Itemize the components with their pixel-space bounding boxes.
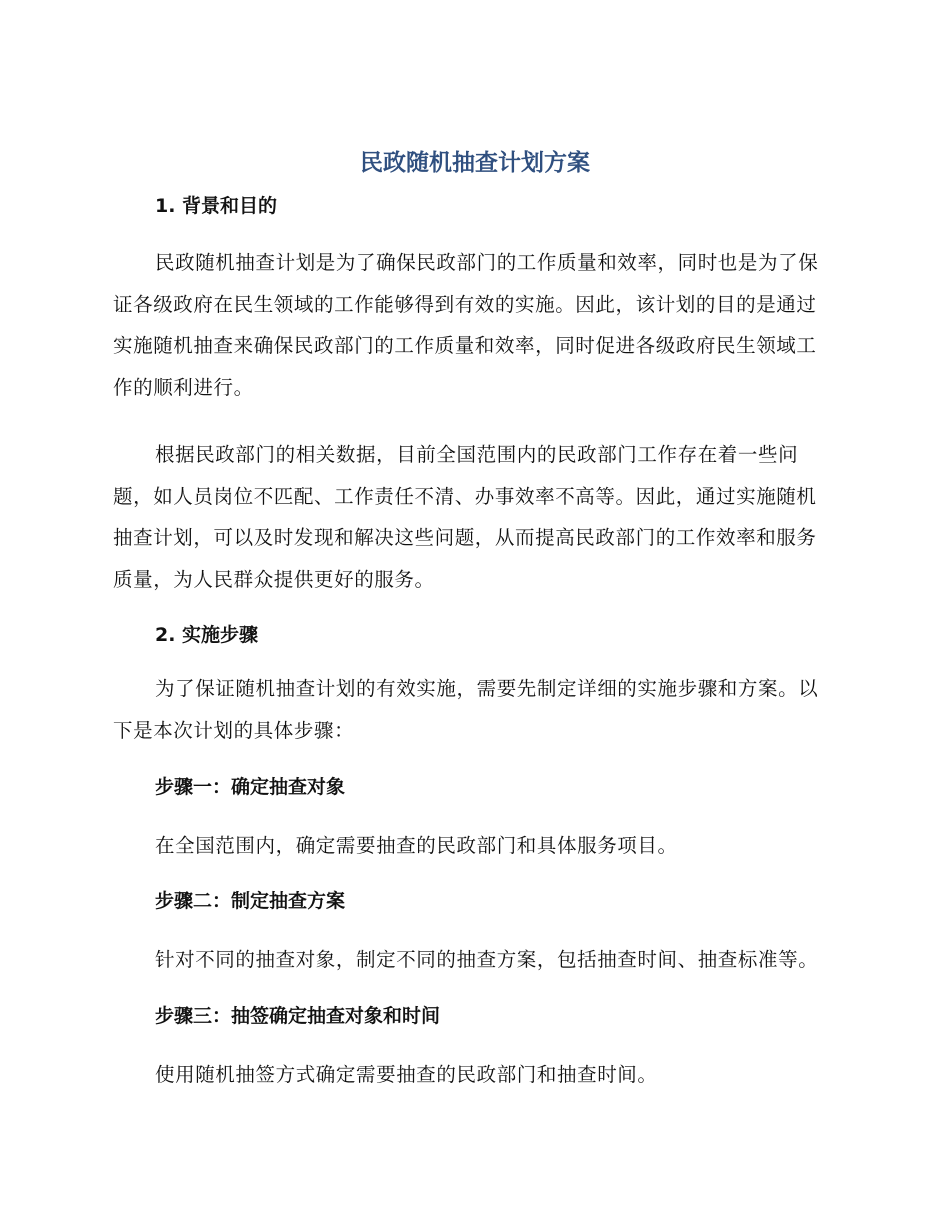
step-paragraph-2: 针对不同的抽查对象，制定不同的抽查方案，包括抽查时间、抽查标准等。 <box>155 947 819 971</box>
section-heading-steps: 2. 实施步骤 <box>155 624 259 646</box>
step-paragraph-3: 使用随机抽签方式确定需要抽查的民政部门和抽查时间。 <box>155 1063 658 1086</box>
document-body <box>113 189 831 1096</box>
paragraph-problems: 根据民政部门的相关数据，目前全国范围内的民政部门工作存在着一些问题，如人员岗位不匹配、工作责任不清、办事效率不高等。因此，通过实施随机抽查计划，可以及时发现和解决这些问题，从而提高民政部门的工作效率和服务质量，为人民群众提供更好的服务。 <box>113 443 817 591</box>
document-title: 民政随机抽查计划方案 <box>360 150 590 176</box>
paragraph-purpose: 民政随机抽查计划是为了确保民政部门的工作质量和效率，同时也是为了保证各级政府在民生领域的工作能够得到有效的实施。因此，该计划的目的是通过实施随机抽查来确保民政部门的工作质量和效率，同时促进各级政府民生领域工作的顺利进行。 <box>113 251 819 399</box>
step-heading-1: 步骤一：确定抽查对象 <box>155 776 346 798</box>
step-heading-3: 步骤三：抽签确定抽查对象和时间 <box>155 1005 441 1027</box>
step-paragraph-1: 在全国范围内，确定需要抽查的民政部门和具体服务项目。 <box>155 834 678 857</box>
section-heading-background: 1. 背景和目的 <box>155 195 278 217</box>
paragraph-steps-intro: 为了保证随机抽查计划的有效实施，需要先制定详细的实施步骤和方案。以下是本次计划的具体步骤： <box>113 677 819 742</box>
step-heading-2: 步骤二：制定抽查方案 <box>155 889 346 912</box>
